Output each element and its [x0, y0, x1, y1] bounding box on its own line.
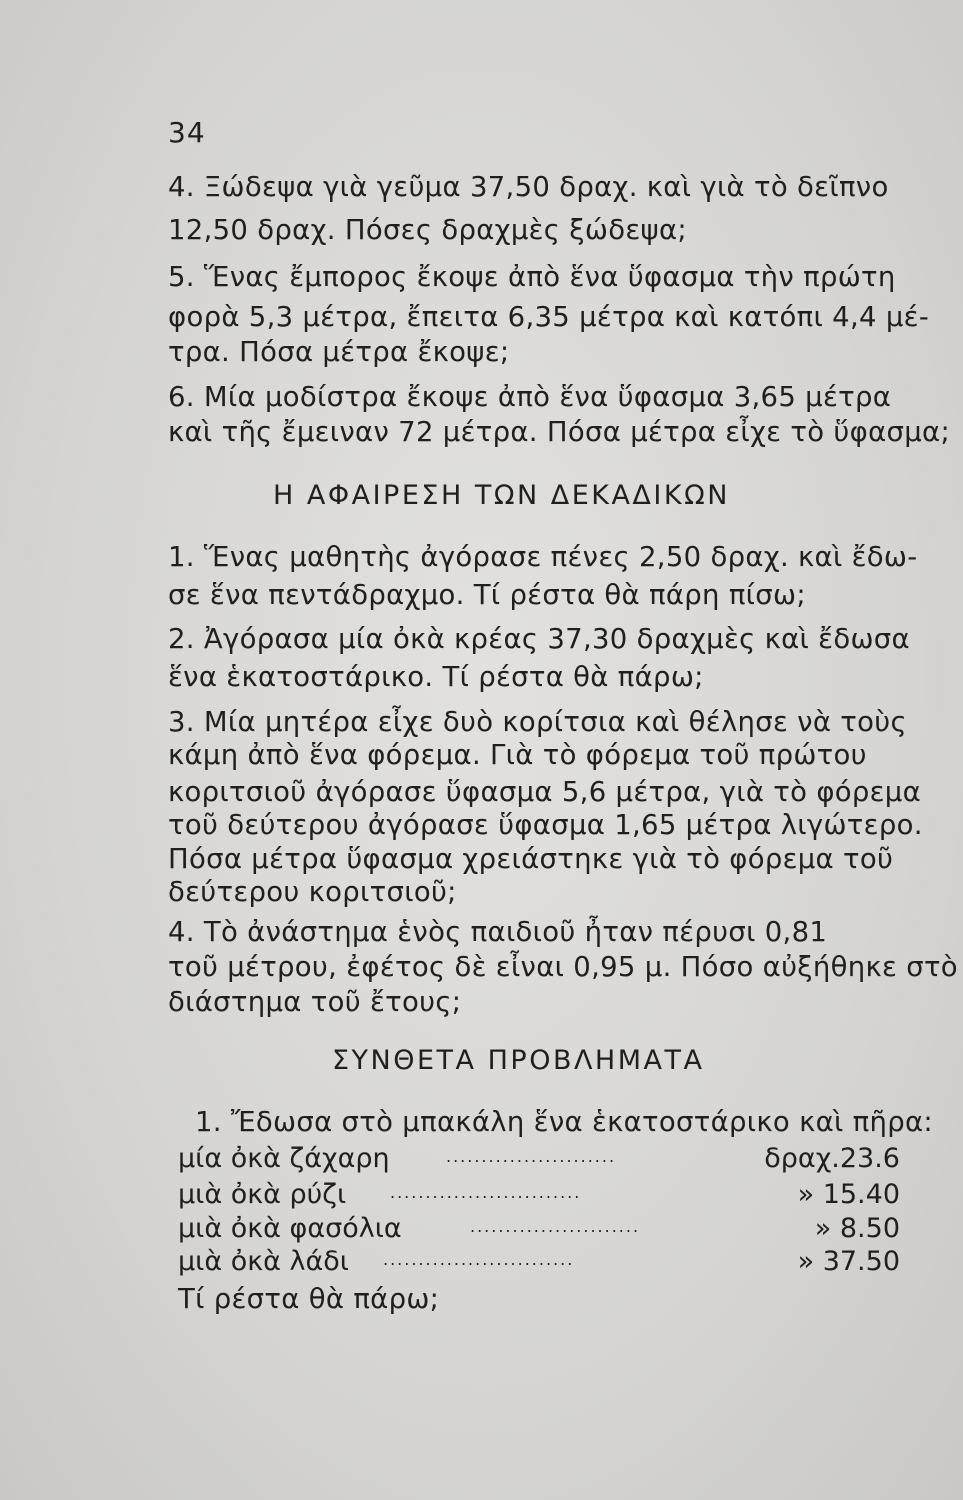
bill-price: » 15.40: [797, 1179, 900, 1210]
bill-item: μιὰ ὀκὰ λάδι: [178, 1246, 349, 1277]
leader-dots: ...........................: [383, 1250, 575, 1269]
leader-dots: ........................: [470, 1217, 641, 1236]
text-line: 6. Μία μοδίστρα ἔκοψε ἀπὸ ἕνα ὕφασμα 3,65 μέτρα: [168, 381, 892, 413]
text-line: σε ἕνα πεντάδραχμο. Τί ρέστα θὰ πάρη πίσω;: [168, 579, 806, 611]
text-line: φορὰ 5,3 μέτρα, ἔπειτα 6,35 μέτρα καὶ κατόπι 4,4 μέ-: [168, 301, 930, 333]
text-line: 4. Ξώδεψα γιὰ γεῦμα 37,50 δραχ. καὶ γιὰ τὸ δεῖπνο: [168, 171, 889, 203]
leader-dots: ........................: [446, 1147, 617, 1166]
text-line: κάμη ἀπὸ ἕνα φόρεμα. Γιὰ τὸ φόρεμα τοῦ πρώτου: [168, 739, 867, 771]
bill-item: μιὰ ὀκὰ φασόλια: [178, 1213, 402, 1244]
text-line: 2. Ἀγόρασα μία ὀκὰ κρέας 37,30 δραχμὲς καὶ ἔδωσα: [168, 623, 910, 655]
text-line: 4. Τὸ ἀνάστημα ἑνὸς παιδιοῦ ἦταν πέρυσι 0,81: [168, 916, 828, 948]
bill-row: [178, 1245, 900, 1279]
text-line: τρα. Πόσα μέτρα ἔκοψε;: [168, 336, 510, 368]
text-line: 3. Μία μητέρα εἶχε δυὸ κορίτσια καὶ θέλησε νὰ τοὺς: [168, 706, 907, 738]
text-line: ἕνα ἑκατοστάρικο. Τί ρέστα θὰ πάρω;: [168, 661, 704, 693]
text-line: 1. Ἔδωσα στὸ μπακάλη ἕνα ἑκατοστάρικο καὶ πῆρα:: [195, 1106, 933, 1138]
bill-row: [178, 1142, 900, 1176]
bill-item: μία ὀκὰ ζάχαρη: [178, 1143, 390, 1174]
text-line: τοῦ μέτρου, ἐφέτος δὲ εἶναι 0,95 μ. Πόσο αὐξήθηκε στὸ: [168, 951, 958, 983]
page-number: 34: [168, 116, 206, 149]
bill-row: [178, 1212, 900, 1246]
text-line: Πόσα μέτρα ὕφασμα χρειάστηκε γιὰ τὸ φόρεμα τοῦ: [168, 843, 894, 875]
text-line: κοριτσιοῦ ἀγόρασε ὕφασμα 5,6 μέτρα, γιὰ τὸ φόρεμα: [168, 776, 922, 808]
text-line: διάστημα τοῦ ἔτους;: [168, 986, 462, 1018]
bill-item: μιὰ ὀκὰ ρύζι: [178, 1179, 347, 1210]
section-heading-subtraction: Η ΑΦΑΙΡΕΣΗ ΤΩΝ ΔΕΚΑΔΙΚΩΝ: [273, 480, 730, 511]
bill-row: [178, 1178, 900, 1212]
text-line: 12,50 δραχ. Πόσες δραχμὲς ξώδεψα;: [168, 214, 687, 246]
bill-price: » 8.50: [814, 1213, 900, 1244]
text-line: δεύτερου κοριτσιοῦ;: [168, 876, 457, 908]
text-line: τοῦ δεύτερου ἀγόρασε ὕφασμα 1,65 μέτρα λιγώτερο.: [168, 809, 923, 841]
text-line: καὶ τῆς ἔμειναν 72 μέτρα. Πόσα μέτρα εἶχε τὸ ὕφασμα;: [168, 416, 951, 448]
text-line: Τί ρέστα θὰ πάρω;: [178, 1283, 440, 1315]
leader-dots: ...........................: [390, 1183, 582, 1202]
bill-price: » 37.50: [797, 1246, 900, 1277]
bill-price: δραχ.23.6: [764, 1143, 900, 1174]
text-line: 1. Ἕνας μαθητὴς ἀγόρασε πένες 2,50 δραχ. καὶ ἔδω-: [168, 541, 918, 573]
section-heading-composite: ΣΥΝΘΕΤΑ ΠΡΟΒΛΗΜΑΤΑ: [332, 1045, 705, 1076]
text-line: 5. Ἕνας ἔμπορος ἔκοψε ἀπὸ ἕνα ὕφασμα τὴν πρώτη: [168, 261, 896, 293]
